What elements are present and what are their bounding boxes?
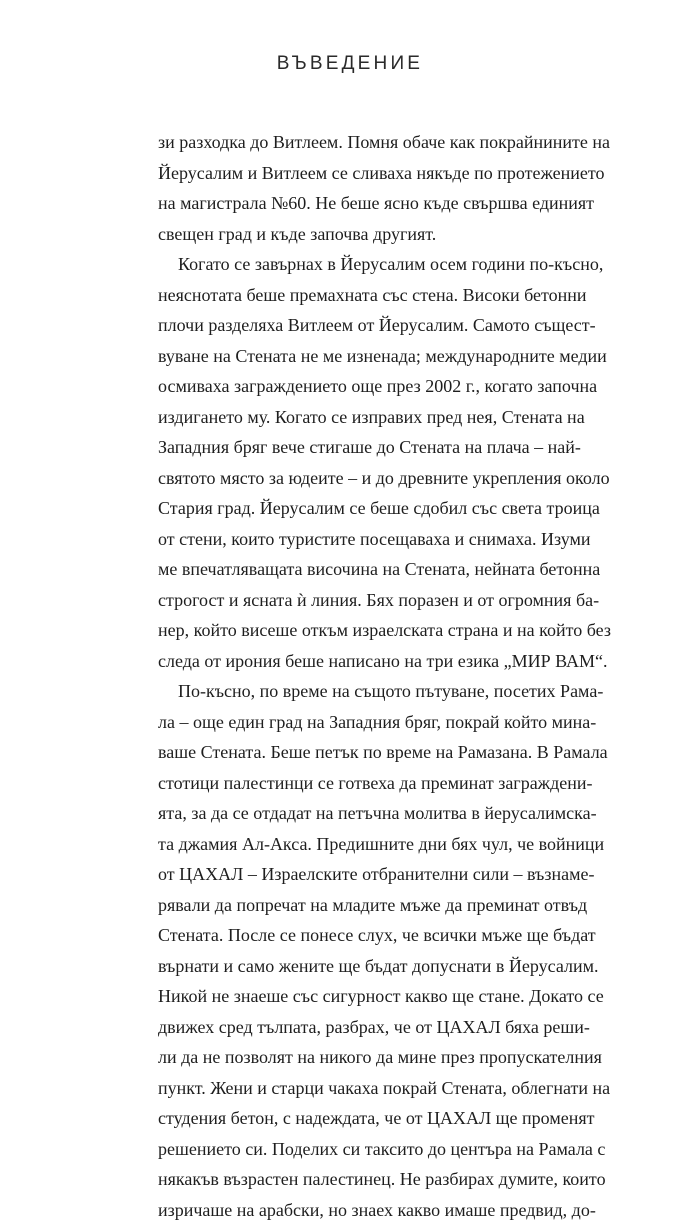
text-line: ла – още един град на Западния бряг, покрай който мина- [158,707,542,738]
body-text [158,127,542,1225]
text-line: издигането му. Когато се изправих пред нея, Стената на [158,402,542,433]
text-line: зи разходка до Витлеем. Помня обаче как покрайнините на [158,127,542,158]
text-line: от стени, които туристите посещаваха и снимаха. Изуми [158,524,542,555]
text-line: изричаше на арабски, но знаех какво имаше предвид, до- [158,1195,542,1225]
text-line: движех сред тълпата, разбрах, че от ЦАХАЛ бяха реши- [158,1012,542,1043]
text-line: Стената. После се понесе слух, че всички мъже ще бъдат [158,920,542,951]
text-line: Стария град. Йерусалим се беше сдобил със света троица [158,493,542,524]
text-line: нер, който висеше откъм израелската страна и на който без [158,615,542,646]
text-line: Западния бряг вече стигаше до Стената на плача – най- [158,432,542,463]
text-line: По-късно, по време на същото пътуване, посетих Рама- [158,676,542,707]
text-line: ята, за да се отдадат на петъчна молитва в йерусалимска- [158,798,542,829]
text-line: та джамия Ал-Акса. Предишните дни бях чул, че войници [158,829,542,860]
text-line: на магистрала №60. Не беше ясно къде свършва единият [158,188,542,219]
text-line: ваше Стената. Беше петък по време на Рамазана. В Рамала [158,737,542,768]
text-line: рявали да попречат на младите мъже да преминат отвъд [158,890,542,921]
text-line: следа от ирония беше написано на три езика „МИР ВАМ“. [158,646,542,677]
text-line: свещен град и къде започва другият. [158,219,542,250]
text-line: Йерусалим и Витлеем се сливаха някъде по протежението [158,158,542,189]
text-line: Когато се завърнах в Йерусалим осем години по-късно, [158,249,542,280]
text-line: вуване на Стената не ме изненада; международните медии [158,341,542,372]
text-line: студения бетон, с надеждата, че от ЦАХАЛ ще променят [158,1103,542,1134]
text-line: върнати и само жените ще бъдат допуснати в Йерусалим. [158,951,542,982]
text-line: неяснотата беше премахната със стена. Високи бетонни [158,280,542,311]
text-line: Никой не знаеше със сигурност какво ще стане. Докато се [158,981,542,1012]
text-line: осмиваха заграждението още през 2002 г., когато започна [158,371,542,402]
text-line: ме впечатляващата височина на Стената, нейната бетонна [158,554,542,585]
text-line: решението си. Поделих си таксито до центъра на Рамала с [158,1134,542,1165]
text-line: ли да не позволят на никого да мине през пропускателния [158,1042,542,1073]
text-line: плочи разделяха Витлеем от Йерусалим. Самото същест- [158,310,542,341]
running-head: ВЪВЕДЕНИЕ [0,53,700,75]
text-line: от ЦАХАЛ – Израелските отбранителни сили – възнаме- [158,859,542,890]
text-line: строгост и ясната ѝ линия. Бях поразен и от огромния ба- [158,585,542,616]
text-line: стотици палестинци се готвеха да преминат заграждени- [158,768,542,799]
text-line: святото място за юдеите – и до древните укрепления около [158,463,542,494]
text-line: пункт. Жени и старци чакаха покрай Стената, облегнати на [158,1073,542,1104]
text-line: някакъв възрастен палестинец. Не разбирах думите, които [158,1164,542,1195]
